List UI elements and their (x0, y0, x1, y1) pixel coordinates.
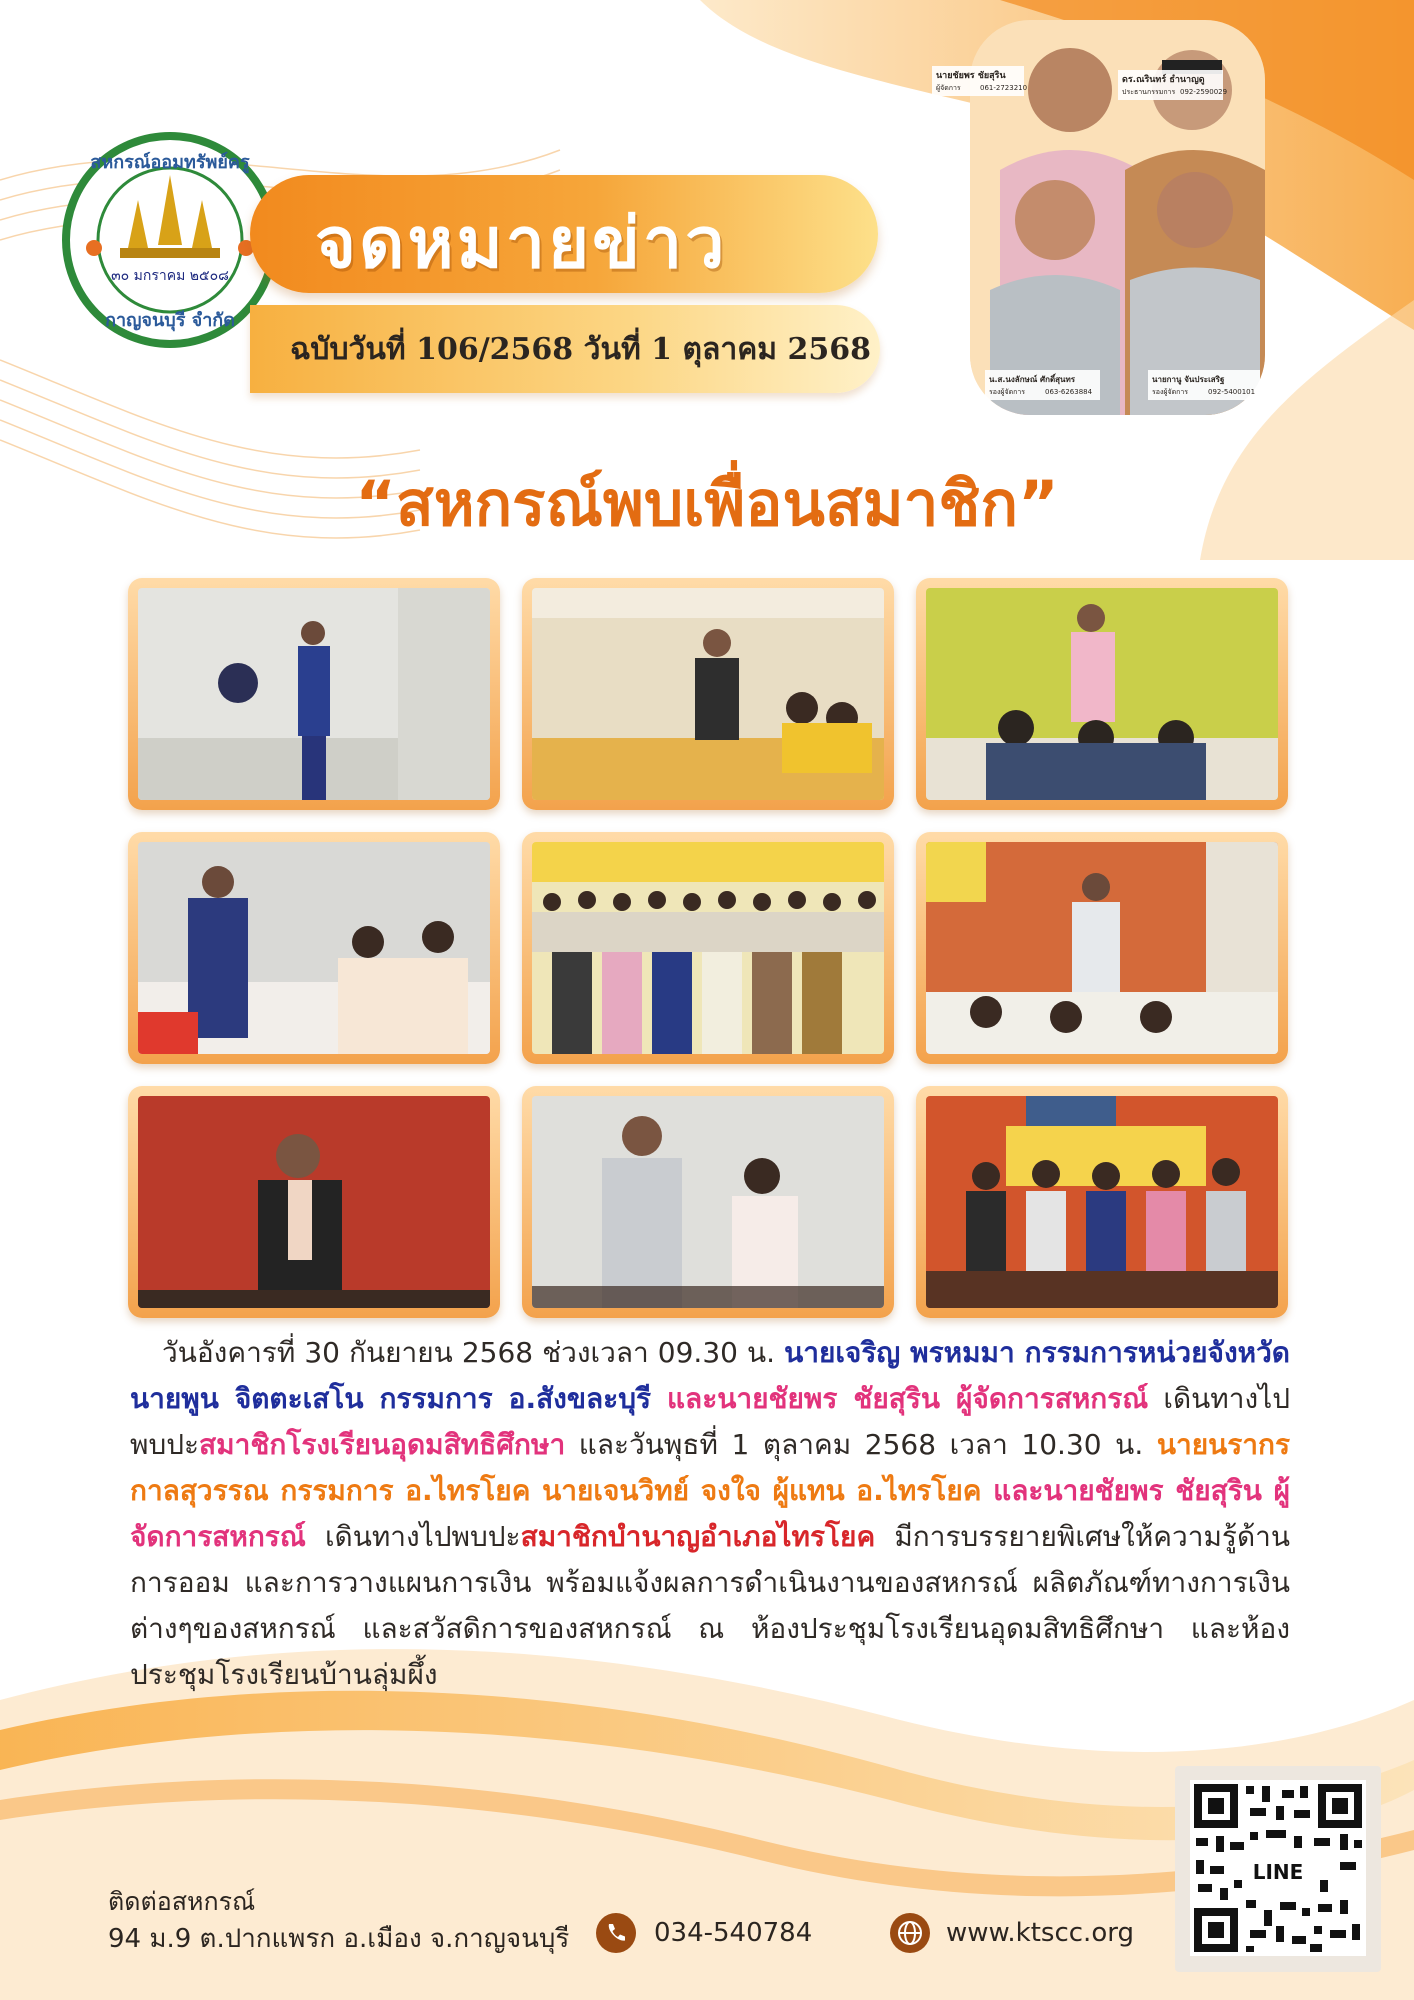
staff-role-1: ผู้จัดการ (936, 84, 961, 92)
body-people-1: นายเจริญ พรหมมา กรรมการหน่วยจังหวัด นายพูน จิตตะเสโน กรรมการ อ.สังขละบุรี (130, 1336, 1290, 1415)
photo-4 (128, 832, 500, 1064)
globe-icon (890, 1913, 930, 1953)
contact-label: ติดต่อสหกรณ์ (108, 1887, 256, 1916)
cooperative-logo (60, 130, 280, 350)
photo-gallery (128, 578, 1288, 1320)
staff-name-3: น.ส.นงลักษณ์ ศักดิ์สุนทร (989, 375, 1076, 384)
phone-icon (596, 1913, 636, 1953)
qr-line-label: LINE (1248, 1860, 1308, 1884)
headline: “สหกรณ์พบเพื่อนสมาชิก” (355, 467, 1059, 540)
body-group-2: สมาชิกบำนาญอำเภอไทรโยค (520, 1520, 876, 1553)
body-manager-2: และนายชัยพร ชัยสุริน ผู้จัดการสหกรณ์ (130, 1474, 1291, 1553)
body-manager-1: และนายชัยพร ชัยสุริน ผู้จัดการสหกรณ์ (651, 1382, 1149, 1415)
body-visit-1: เดินทางไปพบปะ (130, 1382, 1290, 1461)
issue-date: ฉบับวันที่ 106/2568 วันที่ 1 ตุลาคม 2568 (290, 332, 872, 367)
body-people-2: นายนรากร กาลสุวรรณ กรรมการ อ.ไทรโยค นายเจนวิทย์ จงใจ ผู้แทน อ.ไทรโยค (130, 1428, 1290, 1507)
staff-phone-3: 063-6263884 (1045, 388, 1093, 396)
svg-text:สหกรณ์ออมทรัพย์ครู: สหกรณ์ออมทรัพย์ครู (90, 152, 250, 173)
photo-7 (128, 1086, 500, 1318)
body-date-1: วันอังคารที่ 30 กันยายน 2568 ช่วงเวลา 09.30 น. (162, 1336, 785, 1369)
body-details: มีการบรรยายพิเศษให้ความรู้ด้านการออม และการวางแผนการเงิน พร้อมแจ้งผลการดำเนินงานของสหกรณ์ ผลิตภัณฑ์ทางการเงินต่างๆของสหกรณ์ และสวัสดิการของสหกรณ์ ณ ห้องประชุมโรงเรียนอุดมสิทธิศึกษา และห้องประชุมโรงเรียนบ้านลุ่มผึ้ง (130, 1520, 1290, 1691)
body-school-1: สมาชิกโรงเรียนอุดมสิทธิศึกษา (199, 1428, 566, 1461)
article-body (130, 1330, 1290, 1698)
staff-phone-1: 061-2723210 (980, 84, 1028, 92)
photo-3 (916, 578, 1288, 810)
newsletter-title: จดหมายข่าว (315, 202, 728, 284)
photo-8 (522, 1086, 894, 1318)
staff-phone-2: 092-2590029 (1180, 88, 1228, 96)
body-visit-2: เดินทางไปพบปะ (305, 1520, 521, 1553)
svg-text:กาญจนบุรี จำกัด: กาญจนบุรี จำกัด (105, 310, 235, 331)
staff-name-1: นายชัยพร ชัยสุริน (936, 71, 1006, 81)
photo-2 (522, 578, 894, 810)
contact-phone[interactable]: 034-540784 (654, 1918, 813, 1948)
staff-phone-4: 092-5400101 (1208, 388, 1256, 396)
contact-address: 94 ม.9 ต.ปากแพรก อ.เมือง จ.กาญจนบุรี (108, 1924, 570, 1954)
contact-website[interactable]: www.ktscc.org (946, 1918, 1134, 1948)
photo-1 (128, 578, 500, 810)
photo-5 (522, 832, 894, 1064)
body-date-2: และวันพุธที่ 1 ตุลาคม 2568 เวลา 10.30 น. (565, 1428, 1157, 1461)
staff-portraits (930, 20, 1270, 415)
staff-name-2: ดร.ณรินทร์ ธำนาญดู (1122, 75, 1205, 85)
photo-6 (916, 832, 1288, 1064)
staff-role-2: ประธานกรรมการ (1122, 88, 1176, 96)
staff-name-4: นายกานู จันประเสริฐ (1152, 375, 1225, 384)
staff-role-4: รองผู้จัดการ (1152, 388, 1189, 396)
svg-text:๓๐ มกราคม ๒๕๐๘: ๓๐ มกราคม ๒๕๐๘ (111, 268, 229, 284)
staff-role-3: รองผู้จัดการ (989, 388, 1026, 396)
photo-9 (916, 1086, 1288, 1318)
